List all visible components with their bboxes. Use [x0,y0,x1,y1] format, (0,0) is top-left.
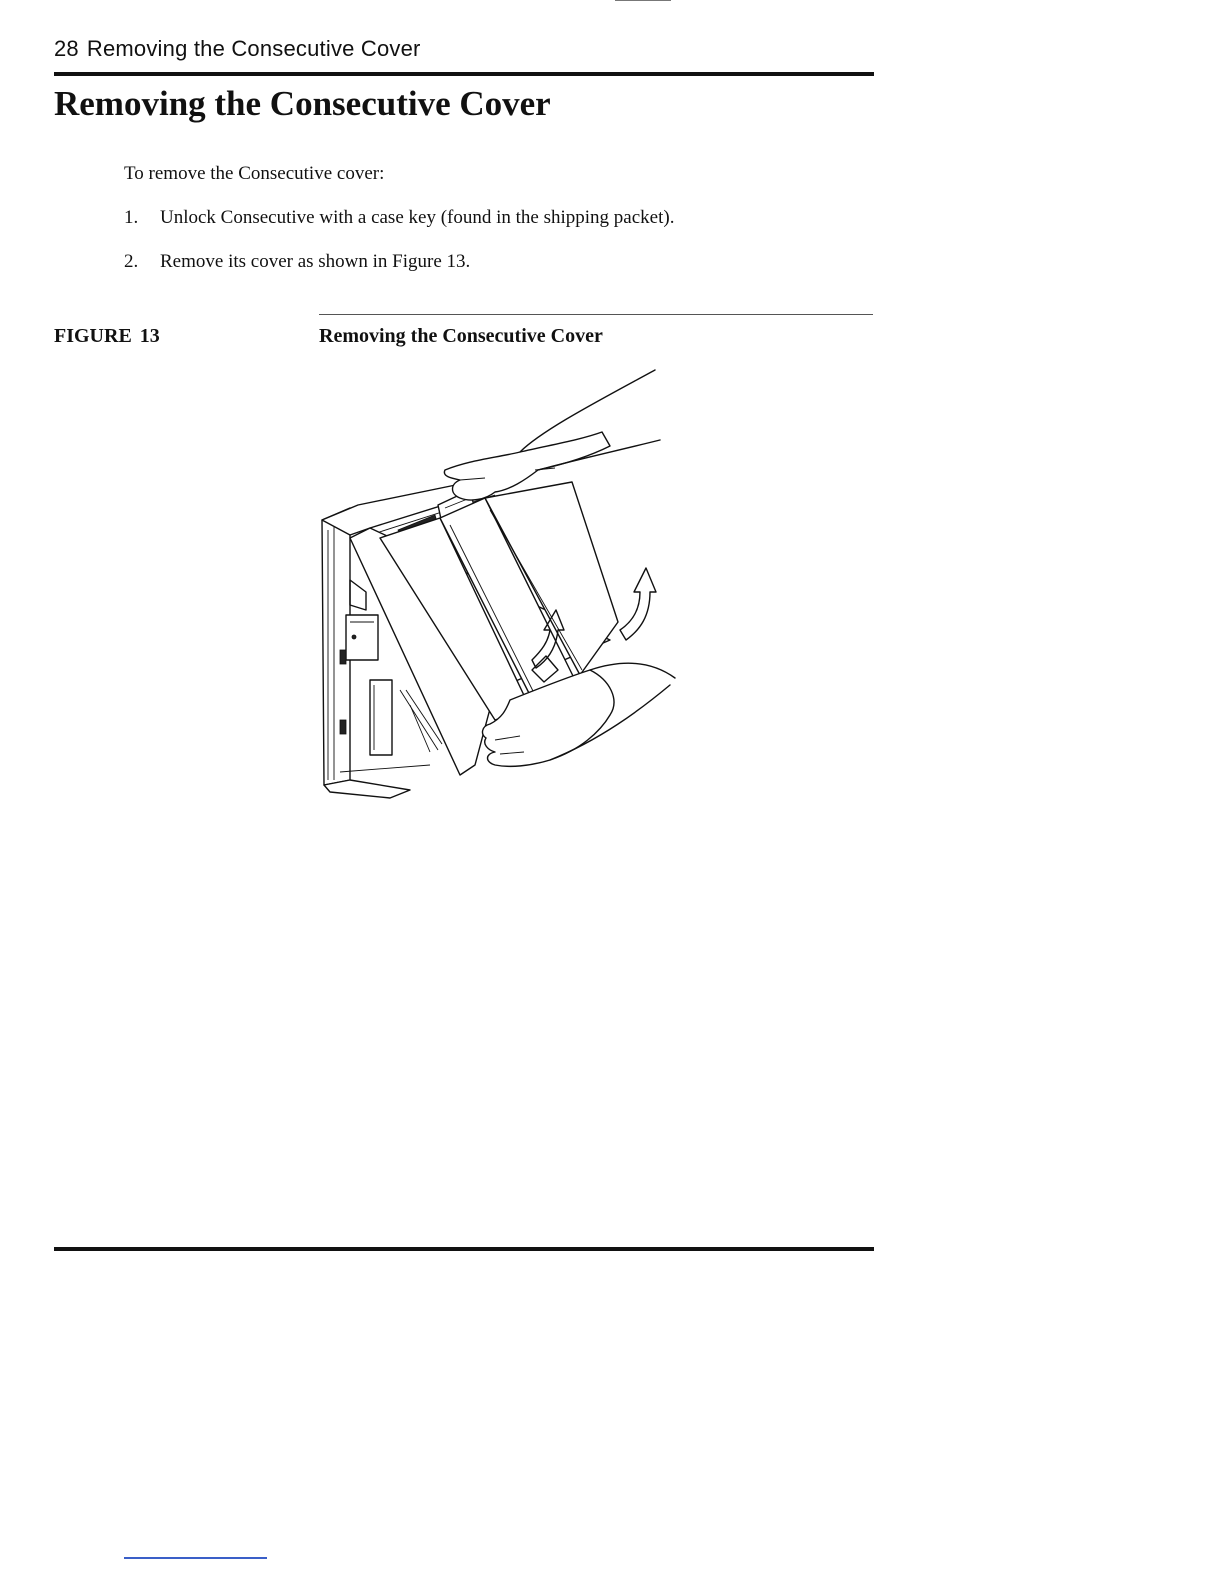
scan-mark-bottom [124,1557,267,1559]
figure-label [54,325,160,348]
figure-caption: Removing the Consecutive Cover [319,325,603,347]
step-number: 2. [124,251,139,272]
page-number: 28 [54,36,79,61]
step-text: Unlock Consecutive with a case key (found in the shipping packet). [160,207,675,228]
scan-mark-top [615,0,671,1]
step-number: 1. [124,207,139,228]
figure-word: FIGURE [54,325,132,347]
hands-removing-computer-cover-illustration [310,360,690,800]
figure-rule [319,314,873,315]
section-title: Removing the Consecutive Cover [54,84,551,123]
intro-text: To remove the Consecutive cover: [124,163,385,184]
header-rule [54,72,874,76]
step-text: Remove its cover as shown in Figure 13. [160,251,471,272]
figure-number: 13 [139,325,160,347]
running-header [54,36,421,62]
step-item [124,251,470,273]
footer-rule [54,1247,874,1251]
running-title: Removing the Consecutive Cover [86,36,421,61]
step-item [124,207,674,229]
